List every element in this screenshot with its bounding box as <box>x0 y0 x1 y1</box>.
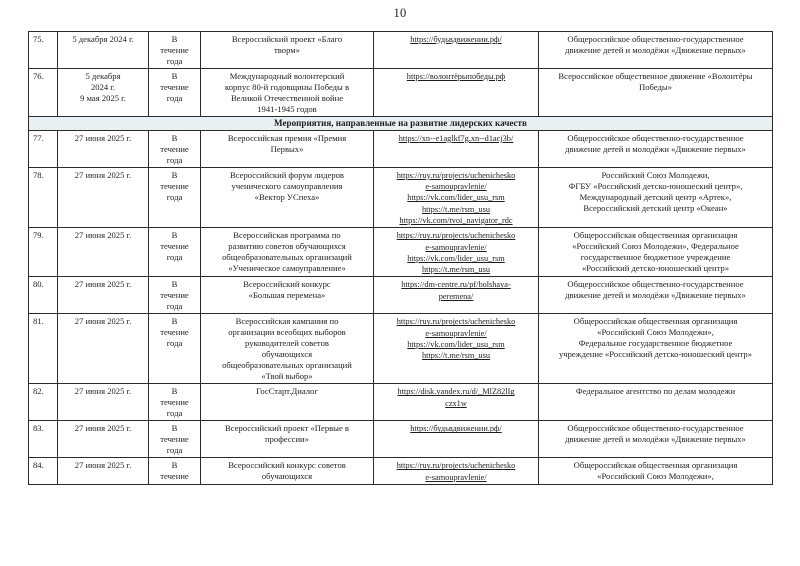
text-line: В <box>171 34 178 44</box>
row-term-cell <box>149 69 201 117</box>
text-line: течение <box>160 45 189 55</box>
hyperlink[interactable]: https://ruy.ru/projects/uchenichesko <box>396 317 516 327</box>
text-line: 27 июня 2025 г. <box>74 169 132 180</box>
row-name-cell <box>201 458 374 485</box>
text-line: «Вектор УСпеха» <box>254 191 320 202</box>
table-row <box>29 167 773 227</box>
row-number-cell: 83. <box>29 421 58 458</box>
row-links-cell[interactable] <box>374 167 539 227</box>
row-date-cell <box>58 69 149 117</box>
table-row <box>29 314 773 384</box>
row-date-cell <box>58 228 149 277</box>
text-line: Общероссийская общественная организация <box>573 316 738 327</box>
row-name-cell <box>201 277 374 314</box>
text-line: развитию советов обучающихся <box>228 241 346 252</box>
text-line: Всероссийский проект «Благо <box>231 34 343 44</box>
text-line: года <box>166 154 183 165</box>
text-line: ученического самоуправления <box>231 180 343 191</box>
table-row <box>29 421 773 458</box>
hyperlink[interactable]: https://vk.com/lider_usu_rsm <box>407 340 505 349</box>
text-line: Первых» <box>270 143 304 154</box>
row-date-cell <box>58 458 149 485</box>
row-term-cell <box>149 384 201 421</box>
table-row <box>29 277 773 314</box>
text-line: обучающихся <box>261 471 313 482</box>
text-line: течение <box>160 82 189 92</box>
hyperlink[interactable]: czx1w <box>445 398 467 408</box>
row-links-cell[interactable] <box>374 458 539 485</box>
text-line: «Российский детско-юношеский центр» <box>581 263 730 274</box>
text-line: Общероссийское общественно-государственное <box>567 423 744 434</box>
text-line: Общероссийское общественно-государственное <box>567 279 744 290</box>
text-line: В <box>171 169 178 180</box>
row-number-cell: 82. <box>29 384 58 421</box>
hyperlink[interactable]: https://vk.com/lider_usu_rsm <box>407 253 505 263</box>
events-table <box>28 31 773 485</box>
text-line: «Российский Союз Молодежи», <box>597 471 714 482</box>
page-number: 10 <box>393 6 407 20</box>
text-line: 27 июня 2025 г. <box>74 132 132 143</box>
text-line: Всероссийский форум лидеров <box>230 169 344 180</box>
text-line: Российский Союз Молодежи, <box>601 169 710 180</box>
text-line: 1941-1945 годов <box>257 104 317 114</box>
table-row <box>29 458 773 485</box>
text-line: течение <box>160 327 189 338</box>
text-line: 27 июня 2025 г. <box>74 423 132 434</box>
row-name-cell <box>201 167 374 227</box>
text-line: года <box>166 93 183 103</box>
row-organization-cell <box>539 130 773 167</box>
hyperlink[interactable]: https://dm-centre.ru/pf/bolshaya- <box>401 280 511 290</box>
table-row <box>29 32 773 69</box>
row-term-cell <box>149 277 201 314</box>
table-row <box>29 69 773 117</box>
section-header-row <box>29 117 773 131</box>
text-line: организации всеобщих выборов <box>228 327 346 338</box>
text-line: Федеральное агентство по делам молодежи <box>575 386 736 397</box>
text-line: 2024 г. <box>90 82 116 92</box>
row-date-cell <box>58 314 149 384</box>
text-line: «Большая перемена» <box>248 290 326 301</box>
text-line: 9 мая 2025 г. <box>80 93 126 103</box>
text-line: Общероссийское общественно-государственное <box>567 132 744 143</box>
text-line: Всероссийская премия «Премия <box>227 132 347 143</box>
table-row <box>29 228 773 277</box>
text-line: В <box>171 230 178 241</box>
text-line: течение <box>160 471 189 482</box>
row-date-cell <box>58 32 149 69</box>
text-line: учреждение «Российский детско-юношеский центр» <box>558 349 753 360</box>
row-date-cell <box>58 130 149 167</box>
text-line: «Российский Союз Молодежи», Федеральное <box>572 241 739 252</box>
hyperlink[interactable]: https://t.me/rsm_usu <box>422 265 490 275</box>
row-links-cell[interactable] <box>374 130 539 167</box>
row-date-cell <box>58 167 149 227</box>
text-line: года <box>166 301 183 312</box>
row-date-cell <box>58 277 149 314</box>
row-number-cell: 80. <box>29 277 58 314</box>
hyperlink[interactable]: https://disk.yandex.ru/d/_MlZ82lIg <box>397 387 515 397</box>
text-line: В <box>171 279 178 290</box>
text-line: В <box>171 423 178 434</box>
row-name-cell <box>201 130 374 167</box>
hyperlink[interactable]: https://t.me/rsm_usu <box>422 351 490 361</box>
text-line: течение <box>160 434 189 445</box>
text-line: года <box>166 252 183 263</box>
text-line: года <box>166 445 183 456</box>
text-line: В <box>171 386 178 397</box>
text-line: В <box>171 132 178 143</box>
text-line: Международный детский центр «Артек», <box>579 191 732 202</box>
hyperlink[interactable]: https://vk.com/lider_usu_rsm <box>407 193 505 203</box>
text-line: Всероссийское общественное движение «Волонтёры <box>558 71 753 81</box>
text-line: течение <box>160 290 189 301</box>
text-line: Общероссийская общественная организация <box>573 460 738 471</box>
text-line: Всероссийский конкурс <box>243 279 331 290</box>
text-line: года <box>166 408 183 419</box>
row-links-cell[interactable] <box>374 228 539 277</box>
row-name-cell <box>201 228 374 277</box>
row-number-cell: 75. <box>29 32 58 69</box>
row-term-cell <box>149 314 201 384</box>
row-organization-cell <box>539 314 773 384</box>
row-name-cell <box>201 421 374 458</box>
row-date-cell <box>58 421 149 458</box>
row-number-cell: 84. <box>29 458 58 485</box>
hyperlink[interactable]: e-samoupravlenie/ <box>425 472 487 482</box>
text-line: года <box>166 338 183 349</box>
text-line: Общероссийское общественно-государственное <box>567 34 744 44</box>
text-line: общеобразовательных организаций <box>222 252 352 263</box>
text-line: течение <box>160 143 189 154</box>
row-organization-cell <box>539 32 773 69</box>
row-organization-cell <box>539 421 773 458</box>
text-line: общеобразовательных организаций <box>222 360 352 371</box>
row-term-cell <box>149 458 201 485</box>
text-line: ФГБУ «Российский детско-юношеский центр», <box>568 180 743 191</box>
text-line: движение детей и молодёжи «Движение первых» <box>565 434 746 445</box>
text-line: Всероссийская программа по <box>233 230 341 241</box>
text-line: 27 июня 2025 г. <box>74 386 132 397</box>
text-line: Общероссийская общественная организация <box>573 230 738 241</box>
text-line: движение детей и молодёжи «Движение первых» <box>565 143 746 154</box>
row-links-cell[interactable] <box>374 314 539 384</box>
text-line: 5 декабря <box>85 71 121 81</box>
text-line: обучающихся <box>261 349 313 360</box>
row-number-cell: 79. <box>29 228 58 277</box>
table-row <box>29 384 773 421</box>
text-line: профессии» <box>265 434 309 445</box>
section-header-label: Мероприятия, направленные на развитие лидерских качеств <box>29 117 773 131</box>
row-term-cell <box>149 167 201 227</box>
text-line: В <box>171 71 178 81</box>
row-name-cell <box>201 32 374 69</box>
hyperlink[interactable]: peremena/ <box>438 291 474 301</box>
hyperlink[interactable]: https://t.me/rsm_usu <box>422 204 490 214</box>
text-line: «Российский Союз Молодежи», <box>597 327 714 338</box>
row-links-cell[interactable] <box>374 32 539 69</box>
hyperlink[interactable]: https://xn--e1aglkf7g.xn--d1acj3b/ <box>398 133 514 143</box>
hyperlink[interactable]: https://будьвдвижении.рф/ <box>410 35 502 44</box>
text-line: корпус 80-й годовщины Победы в <box>224 82 350 92</box>
row-number-cell: 81. <box>29 314 58 384</box>
row-links-cell[interactable] <box>374 384 539 421</box>
text-line: года <box>166 56 183 66</box>
row-number-cell: 78. <box>29 167 58 227</box>
text-line: «Твой выбор» <box>261 371 313 382</box>
row-organization-cell <box>539 384 773 421</box>
text-line: Международный волонтерский <box>229 71 345 81</box>
row-organization-cell <box>539 167 773 227</box>
text-line: Победы» <box>639 82 672 92</box>
text-line: творм» <box>274 45 300 55</box>
hyperlink[interactable]: https://ruy.ru/projects/uchenichesko <box>396 461 516 471</box>
text-line: 27 июня 2025 г. <box>74 316 132 327</box>
row-number-cell: 76. <box>29 69 58 117</box>
text-line: течение <box>160 397 189 408</box>
text-line: государственное бюджетное учреждение <box>580 252 731 263</box>
text-line: движение детей и молодёжи «Движение первых» <box>565 290 746 301</box>
row-name-cell <box>201 384 374 421</box>
text-line: руководителей советов <box>245 338 329 349</box>
row-term-cell <box>149 32 201 69</box>
row-organization-cell <box>539 458 773 485</box>
text-line: течение <box>160 180 189 191</box>
hyperlink[interactable]: e-samoupravlenie/ <box>425 328 487 338</box>
text-line: 27 июня 2025 г. <box>74 279 132 290</box>
text-line: 5 декабря 2024 г. <box>72 34 134 44</box>
text-line: Всероссийский проект «Первые в <box>225 423 349 434</box>
hyperlink[interactable]: https://ruy.ru/projects/uchenichesko <box>396 231 516 241</box>
text-line: 27 июня 2025 г. <box>74 460 132 471</box>
row-links-cell[interactable] <box>374 277 539 314</box>
row-term-cell <box>149 130 201 167</box>
text-line: Федеральное государственное бюджетное <box>578 338 733 349</box>
row-date-cell <box>58 384 149 421</box>
text-line: В <box>171 316 178 327</box>
row-name-cell <box>201 69 374 117</box>
hyperlink[interactable]: e-samoupravlenie/ <box>425 182 487 192</box>
hyperlink[interactable]: https://ruy.ru/projects/uchenichesko <box>396 170 516 180</box>
row-links-cell[interactable] <box>374 421 539 458</box>
row-term-cell <box>149 421 201 458</box>
text-line: Всероссийский конкурс советов <box>228 460 346 471</box>
row-number-cell: 77. <box>29 130 58 167</box>
text-line: Великой Отечественной войне <box>230 93 344 103</box>
text-line: года <box>166 191 183 202</box>
table-row <box>29 130 773 167</box>
text-line: движение детей и молодёжи «Движение первых» <box>565 45 746 55</box>
text-line: ГосСтарт.Диалог <box>256 386 318 397</box>
row-organization-cell <box>539 277 773 314</box>
hyperlink[interactable]: https://волонтёрыпобеды.рф <box>406 72 506 81</box>
text-line: течение <box>160 241 189 252</box>
text-line: 27 июня 2025 г. <box>74 230 132 241</box>
row-term-cell <box>149 228 201 277</box>
text-line: В <box>171 460 178 471</box>
row-name-cell <box>201 314 374 384</box>
hyperlink[interactable]: https://vk.com/tvoi_navigator_rdc <box>399 216 513 226</box>
hyperlink[interactable]: https://будьвдвижении.рф/ <box>410 424 502 434</box>
text-line: Всероссийский детский центр «Океан» <box>583 202 728 213</box>
text-line: «Ученическое самоуправление» <box>228 263 346 274</box>
row-links-cell[interactable] <box>374 69 539 117</box>
row-organization-cell <box>539 69 773 117</box>
text-line: Всероссийская кампания по <box>235 316 339 327</box>
hyperlink[interactable]: e-samoupravlenie/ <box>425 242 487 252</box>
row-organization-cell <box>539 228 773 277</box>
